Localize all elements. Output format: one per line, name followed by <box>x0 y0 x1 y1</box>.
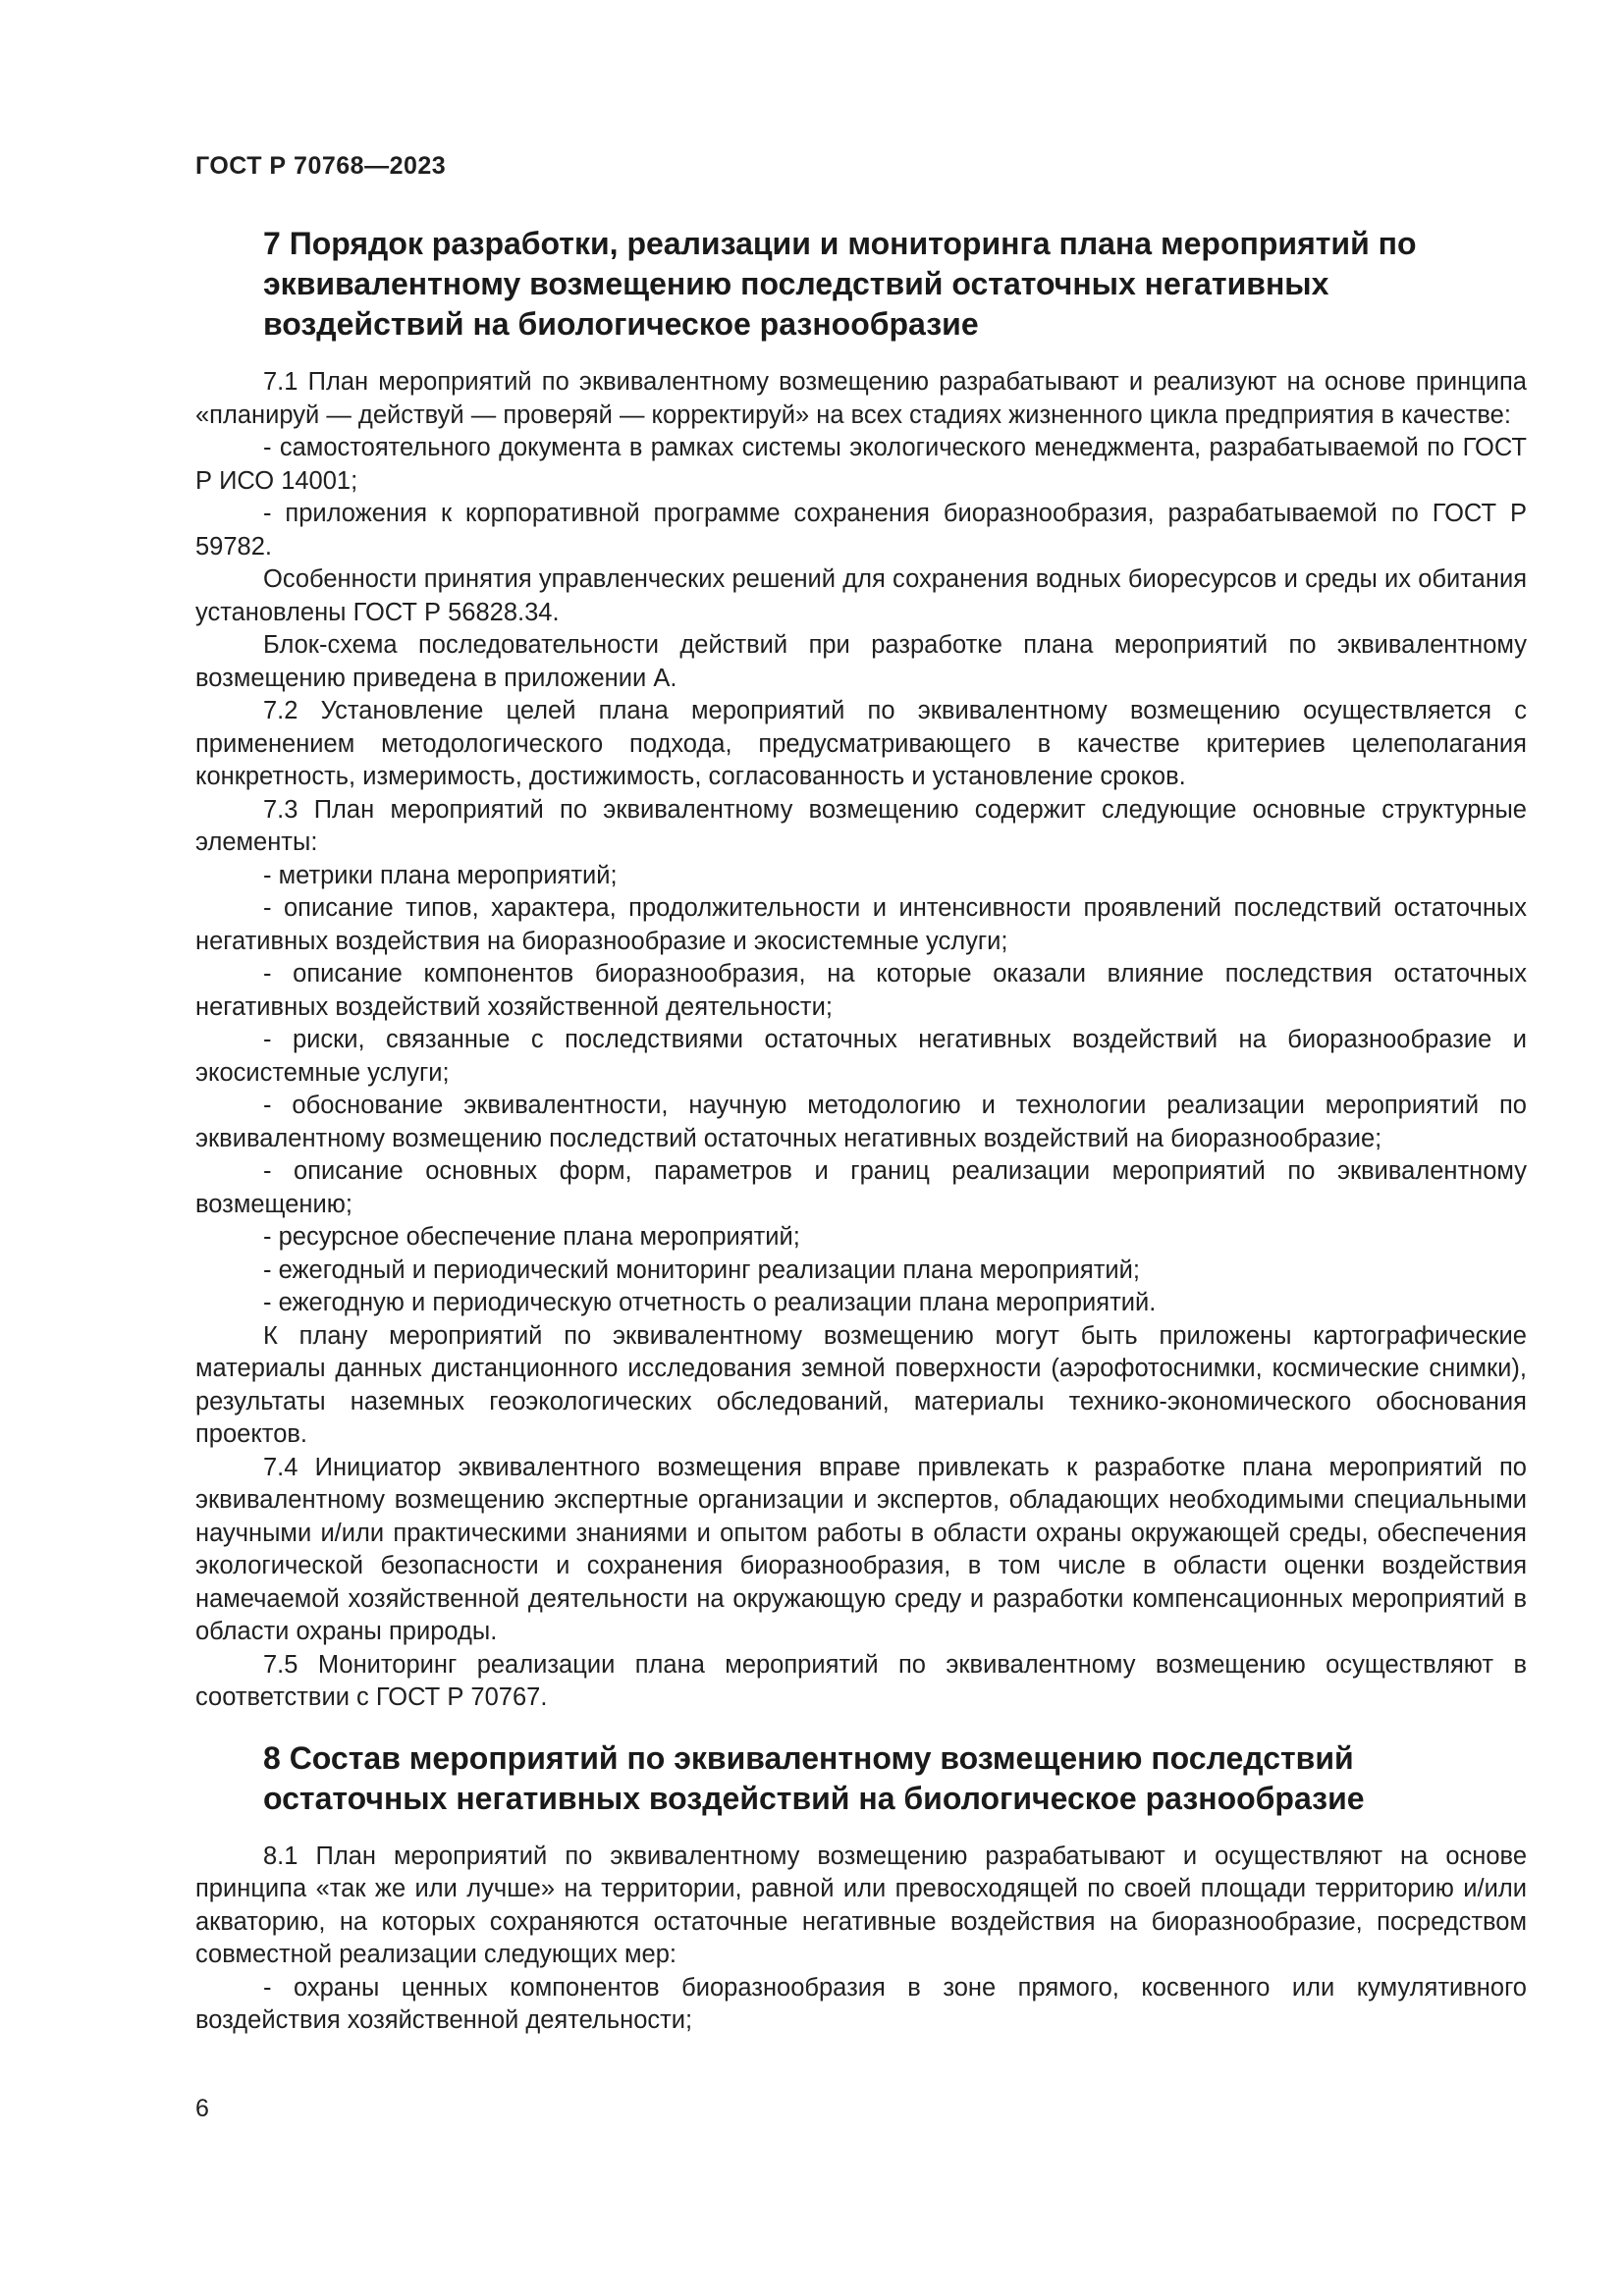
list-item: - ежегодный и периодический мониторинг реализации плана мероприятий; <box>263 1255 1140 1284</box>
page-number: 6 <box>195 2095 209 2122</box>
list-item: - описание основных форм, параметров и границ реализации мероприятий по эквивалентному возмещению; <box>195 1157 1527 1218</box>
list-item: - риски, связанные с последствиями остаточных негативных воздействий на биоразнообразие и экосистемные услуги; <box>195 1026 1527 1087</box>
list-item: - охраны ценных компонентов биоразнообразия в зоне прямого, косвенного или кумулятивного воздействия хозяйственной деятельности; <box>195 1973 1527 2034</box>
paragraph-7-5: 7.5 Мониторинг реализации плана мероприятий по эквивалентному возмещению осуществляют в соответствии с ГОСТ Р 70767. <box>195 1650 1527 1711</box>
list-item: - ежегодную и периодическую отчетность о реализации плана мероприятий. <box>263 1289 1157 1316</box>
paragraph-7-2: 7.2 Установление целей плана мероприятий по эквивалентному возмещению осуществляется с применением методологического подхода, предусматривающего в качестве критериев целеполагания конкретность, измеримость, достижимость, согласованность и установление сроков. <box>195 697 1527 790</box>
document-code: ГОСТ Р 70768—2023 <box>195 152 447 180</box>
list-item: - самостоятельного документа в рамках системы экологического менеджмента, разрабатываемой по ГОСТ Р ИСО 14001; <box>195 434 1527 495</box>
section-7-body <box>195 366 1527 1715</box>
paragraph-8-1: 8.1 План мероприятий по эквивалентному возмещению разрабатывают и осуществляют на основе принципа «так же или лучше» на территории, равной или превосходящей по своей площади территорию и/или акваторию, на которых сохраняются остаточные негативные воздействия на биоразнообразие, посредством совместной реализации следующих мер: <box>195 1842 1527 1968</box>
paragraph-7-3: 7.3 План мероприятий по эквивалентному возмещению содержит следующие основные структурные элементы: <box>195 795 1527 856</box>
list-item: - описание типов, характера, продолжительности и интенсивности проявлений последствий остаточных негативных воздействия на биоразнообразие и экосистемные услуги; <box>195 894 1527 955</box>
paragraph: Особенности принятия управленческих решений для сохранения водных биоресурсов и среды их обитания установлены ГОСТ Р 56828.34. <box>195 565 1527 626</box>
paragraph: К плану мероприятий по эквивалентному возмещению могут быть приложены картографические материалы данных дистанционного исследования земной поверхности (аэрофотоснимки, космические снимки), результаты наземных геоэкологических обследований, материалы технико-экономического обоснования проектов. <box>195 1321 1527 1448</box>
paragraph-7-4: 7.4 Инициатор эквивалентного возмещения вправе привлекать к разработке плана мероприятий по эквивалентному возмещению экспертные организации и экспертов, обладающих необходимыми специальными научными и/или практическими знаниями и опытом работы в области охраны окружающей среды, обеспечения экологической безопасности и сохранения биоразнообразия, в том числе в области оценки воздействия намечаемой хозяйственной деятельности на окружающую среду и разработки компенсационных мероприятий в области охраны природы. <box>195 1453 1527 1645</box>
page-content <box>195 224 1527 2038</box>
paragraph-7-1: 7.1 План мероприятий по эквивалентному возмещению разрабатывают и реализуют на основе принципа «планируй — действуй — проверяй — корректируй» на всех стадиях жизненного цикла предприятия в качестве: <box>195 368 1527 429</box>
list-item: - описание компонентов биоразнообразия, на которые оказали влияние последствия остаточных негативных воздействий хозяйственной деятельности; <box>195 960 1527 1021</box>
section-8-body <box>195 1841 1527 2038</box>
list-item: - ресурсное обеспечение плана мероприятий; <box>263 1223 800 1251</box>
section-8-heading: 8 Состав мероприятий по эквивалентному возмещению последствий остаточных негативных воздействий на биологическое разнообразие <box>263 1739 1365 1816</box>
list-item: - приложения к корпоративной программе сохранения биоразнообразия, разрабатываемой по ГОСТ Р 59782. <box>195 500 1527 561</box>
list-item: - метрики плана мероприятий; <box>263 861 618 889</box>
paragraph: Блок-схема последовательности действий при разработке плана мероприятий по эквивалентному возмещению приведена в приложении А. <box>195 631 1527 692</box>
list-item: - обоснование эквивалентности, научную методологию и технологии реализации мероприятий по эквивалентному возмещению последствий остаточных негативных воздействий на биоразнообразие; <box>195 1092 1527 1152</box>
section-7-heading: 7 Порядок разработки, реализации и мониторинга плана мероприятий по эквивалентному возмещению последствий остаточных негативных воздействий на биологическое разнообразие <box>263 226 1417 342</box>
